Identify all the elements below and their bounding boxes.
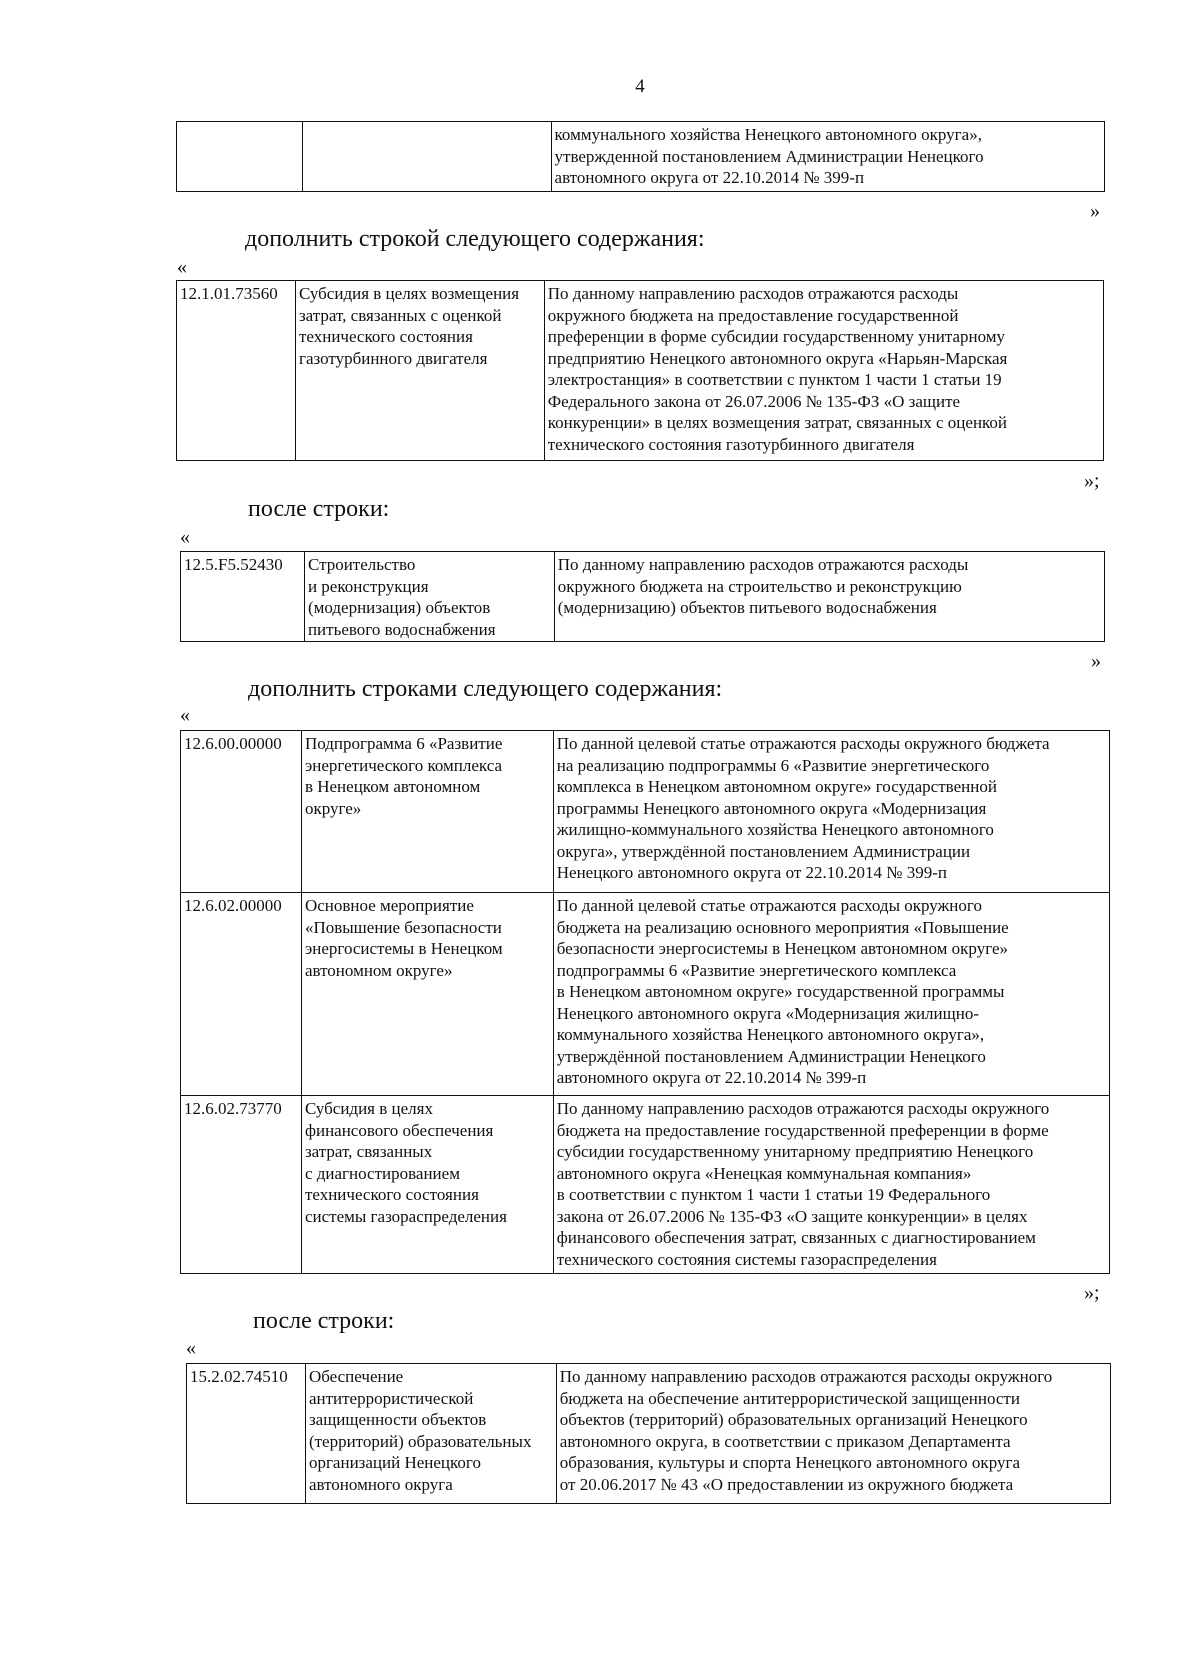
- close-quote: »: [1090, 200, 1100, 222]
- table-row: [181, 1096, 1110, 1274]
- open-quote: «: [180, 704, 190, 726]
- table-row: [181, 552, 1105, 642]
- table-row: [187, 1364, 1111, 1504]
- instruction-phrase: дополнить строкой следующего содержания:: [245, 226, 705, 252]
- description-cell: По данному направлению расходов отражаются расходы окружного бюджета на строительство и реконструкцию (модернизацию) объектов питьевого водоснабжения: [554, 552, 1104, 642]
- table-row: [181, 731, 1110, 893]
- code-cell: 15.2.02.74510: [187, 1364, 306, 1504]
- name-cell: Строительство и реконструкция (модернизация) объектов питьевого водоснабжения: [304, 552, 554, 642]
- description-cell: По данной целевой статье отражаются расходы окружного бюджета на реализацию подпрограммы 6 «Развитие энергетического комплекса в Ненецком автономном округе» государственной программы Ненецкого автономного округа «Модернизация жилищно-коммунального хозяйства Ненецкого автономного округа», утверждённой постановлением Администрации Ненецкого автономного округа от 22.10.2014 № 399-п: [553, 731, 1109, 893]
- code-cell: 12.1.01.73560: [177, 281, 296, 461]
- name-cell: [302, 122, 551, 192]
- code-cell: 12.6.00.00000: [181, 731, 302, 893]
- close-quote: »;: [1084, 1282, 1100, 1304]
- table-row: [181, 893, 1110, 1096]
- close-quote: »;: [1084, 470, 1100, 492]
- description-cell: По данному направлению расходов отражаются расходы окружного бюджета на обеспечение антитеррористической защищенности объектов (территорий) образовательных организаций Ненецкого автономного округа, в соответствии с приказом Департамента образования, культуры и спорта Ненецкого автономного округа от 20.06.2017 № 43 «О предоставлении из окружного бюджета: [556, 1364, 1110, 1504]
- open-quote: «: [180, 526, 190, 548]
- description-cell: коммунального хозяйства Ненецкого автономного округа», утвержденной постановлением Администрации Ненецкого автономного округа от 22.10.2014 № 399-п: [551, 122, 1104, 192]
- page-number: 4: [635, 76, 645, 97]
- name-cell: Обеспечение антитеррористической защищенности объектов (территорий) образовательных организаций Ненецкого автономного округа: [305, 1364, 556, 1504]
- name-cell: Основное мероприятие «Повышение безопасности энергосистемы в Ненецком автономном округе»: [301, 893, 553, 1096]
- name-cell: Подпрограмма 6 «Развитие энергетического комплекса в Ненецком автономном округе»: [301, 731, 553, 893]
- description-cell: По данной целевой статье отражаются расходы окружного бюджета на реализацию основного мероприятия «Повышение безопасности энергосистемы в Ненецком автономном округе» подпрограммы 6 «Развитие энергетического комплекса в Ненецком автономном округе» государственной программы Ненецкого автономного округа «Модернизация жилищно- коммунального хозяйства Ненецкого автономного округа», утверждённой постановлением Администрации Ненецкого автономного округа от 22.10.2014 № 399-п: [553, 893, 1109, 1096]
- instruction-phrase: после строки:: [248, 496, 390, 522]
- table-row: [177, 122, 1105, 192]
- open-quote: «: [177, 256, 187, 278]
- instruction-phrase: дополнить строками следующего содержания:: [248, 676, 723, 702]
- open-quote: «: [186, 1337, 196, 1359]
- code-cell: [177, 122, 303, 192]
- instruction-phrase: после строки:: [253, 1308, 395, 1334]
- after-table-1: [180, 551, 1105, 642]
- description-cell: По данному направлению расходов отражаются расходы окружного бюджета на предоставление государственной преференции в форме субсидии государственному унитарному предприятию Ненецкого автономного округа «Ненецкая коммунальная компания» в соответствии с пунктом 1 части 1 статьи 19 Федерального закона от 26.07.2006 № 135-ФЗ «О защите конкуренции» в целях финансового обеспечения затрат, связанных с диагностированием технического состояния системы газораспределения: [553, 1096, 1109, 1274]
- code-cell: 12.6.02.73770: [181, 1096, 302, 1274]
- code-cell: 12.5.F5.52430: [181, 552, 305, 642]
- insert-table-2: [180, 730, 1110, 1274]
- name-cell: Субсидия в целях возмещения затрат, связанных с оценкой технического состояния газотурбинного двигателя: [295, 281, 544, 461]
- table-row: [177, 281, 1104, 461]
- after-table-2: [186, 1363, 1111, 1504]
- insert-table-1: [176, 280, 1104, 461]
- code-cell: 12.6.02.00000: [181, 893, 302, 1096]
- close-quote: »: [1091, 650, 1101, 672]
- description-cell: По данному направлению расходов отражаются расходы окружного бюджета на предоставление государственной преференции в форме субсидии государственному унитарному предприятию Ненецкого автономного округа «Нарьян-Марская электростанция» в соответствии с пунктом 1 части 1 статьи 19 Федерального закона от 26.07.2006 № 135-ФЗ «О защите конкуренции» в целях возмещения затрат, связанных с оценкой технического состояния газотурбинного двигателя: [544, 281, 1103, 461]
- name-cell: Субсидия в целях финансового обеспечения затрат, связанных с диагностированием технического состояния системы газораспределения: [301, 1096, 553, 1274]
- continuation-table: [176, 121, 1105, 192]
